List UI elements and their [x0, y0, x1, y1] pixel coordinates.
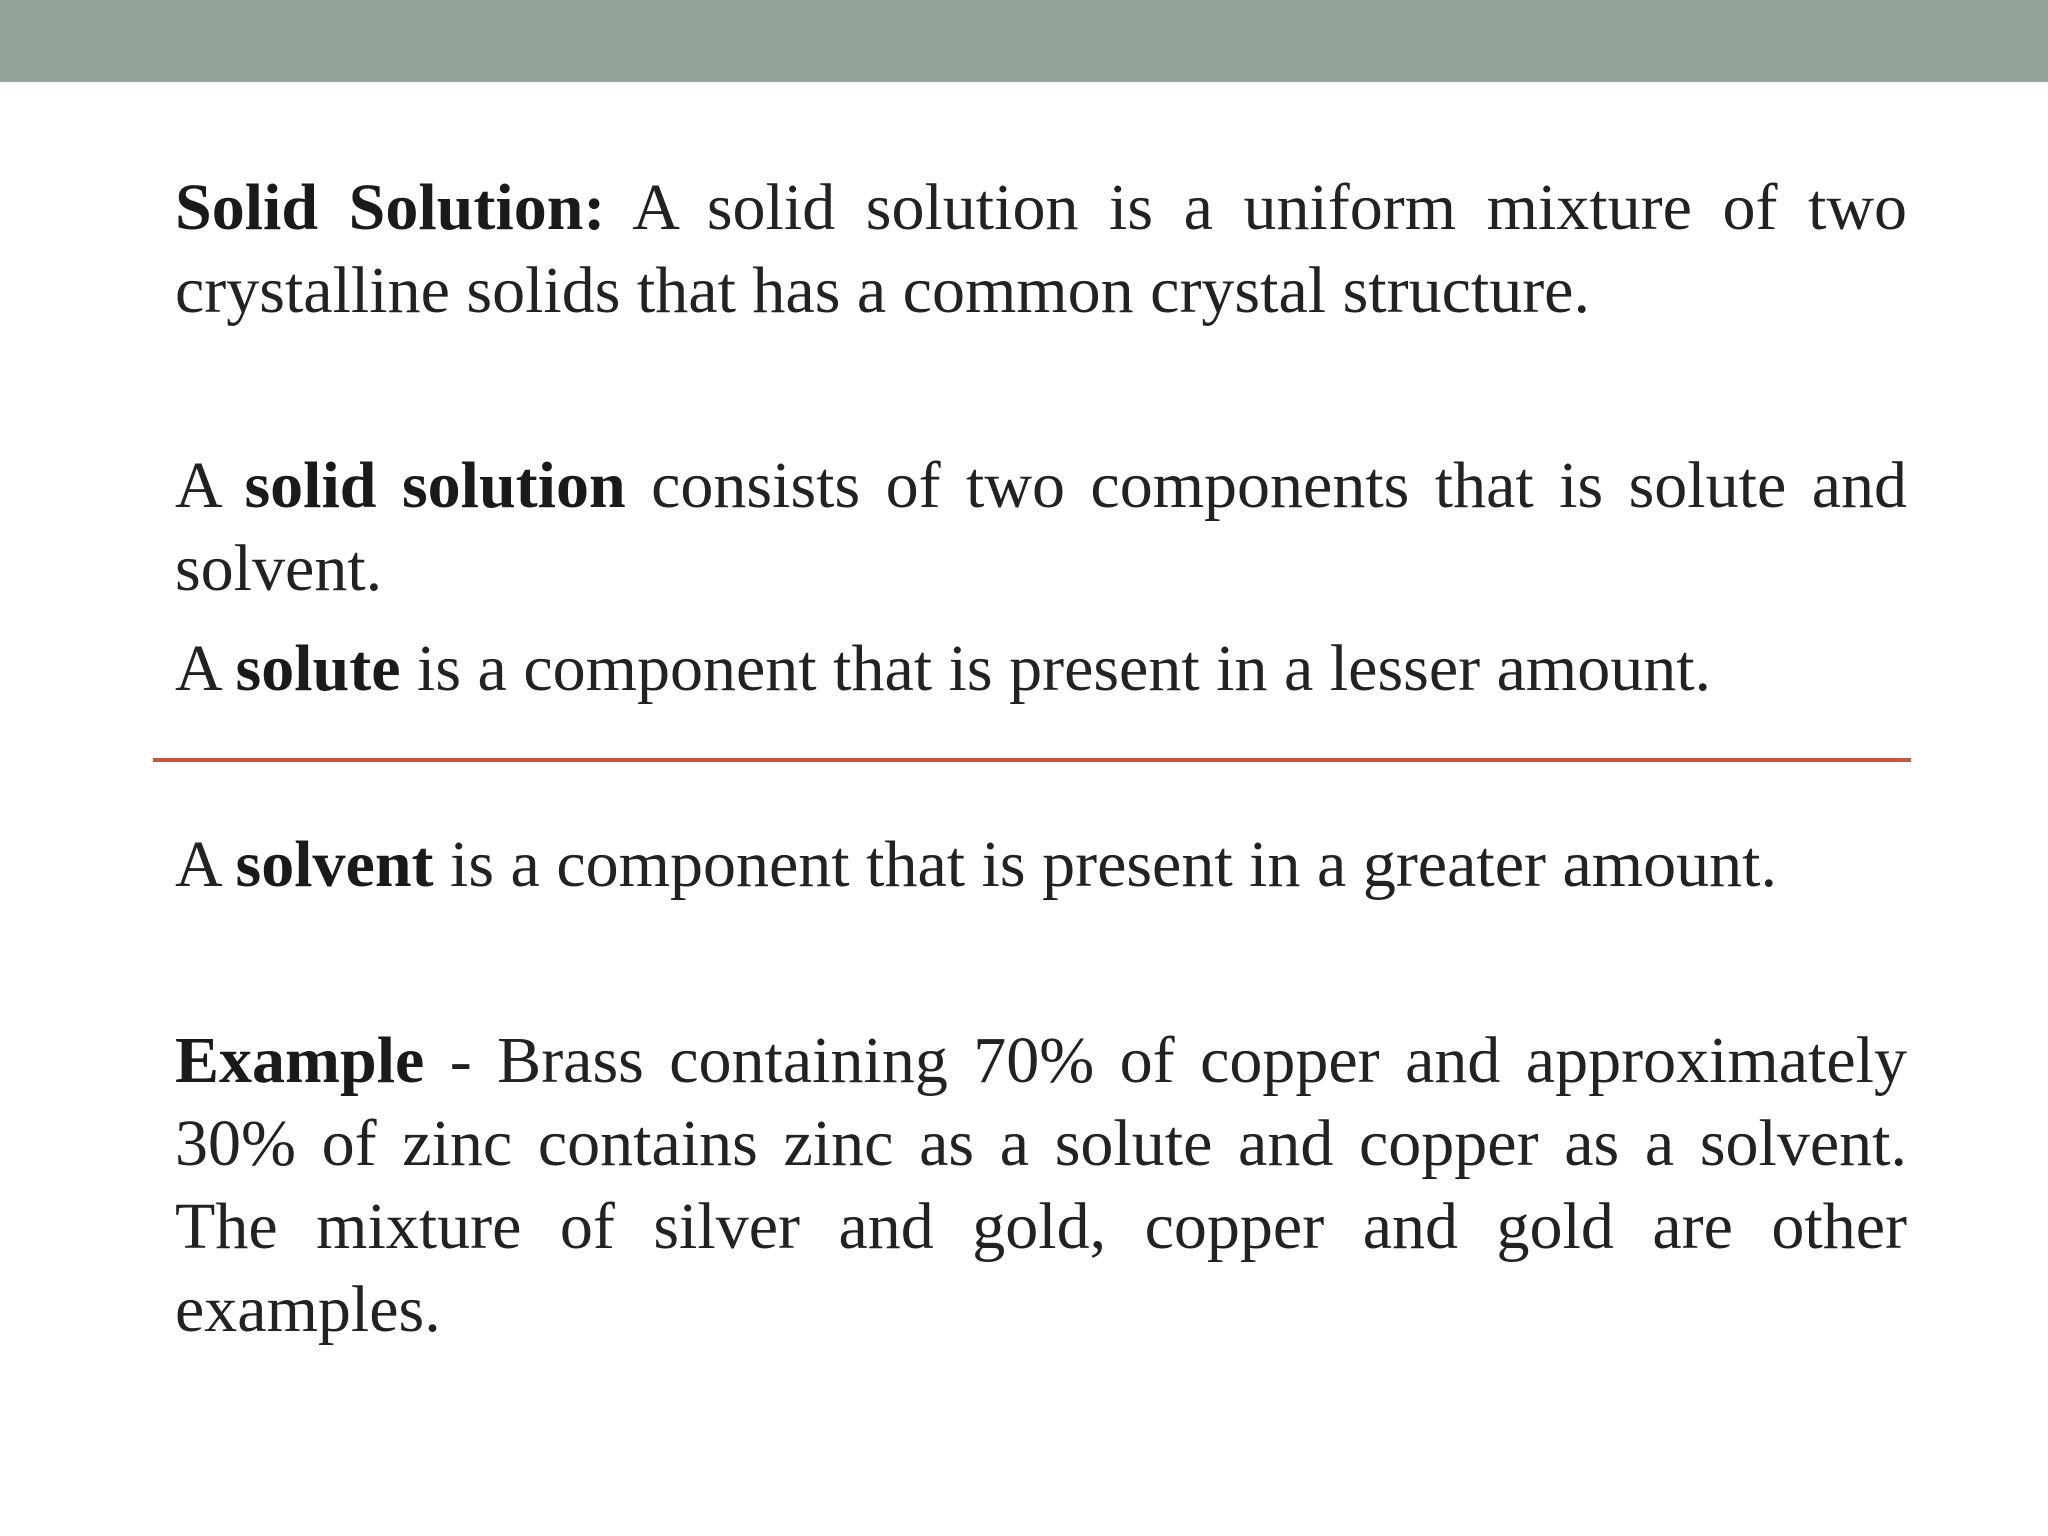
- divider-line: [153, 758, 1911, 762]
- term-solute: solute: [235, 632, 401, 705]
- example-paragraph: [175, 1019, 1907, 1351]
- solute-text: is a component that is present in a lesser amount.: [400, 632, 1712, 705]
- article: A: [175, 449, 245, 522]
- term-solid-solution: solid solution: [244, 449, 626, 522]
- solvent-paragraph: [175, 823, 1907, 906]
- definition-text: A solid solution is a uniform mixture of two crystalline solids that has a common crystal structure.: [175, 171, 1907, 327]
- article: A: [175, 828, 236, 901]
- components-text: consists of two components that is solute and solvent.: [175, 449, 1907, 605]
- article: A: [175, 632, 236, 705]
- term-solvent: solvent: [235, 828, 434, 901]
- example-text: - Brass containing 70% of copper and approximately 30% of zinc contains zinc as a solute and copper as a solvent. The mixture of silver and gold, copper and gold are other examples.: [175, 1024, 1907, 1346]
- term-example: Example: [175, 1024, 425, 1097]
- term-solid-solution-heading: Solid Solution:: [175, 171, 606, 244]
- solid-solution-definition: [175, 166, 1907, 332]
- solvent-text: is a component that is present in a greater amount.: [433, 828, 1777, 901]
- solute-paragraph: [175, 627, 1907, 710]
- header-band: [0, 0, 2048, 82]
- components-paragraph: [175, 444, 1907, 610]
